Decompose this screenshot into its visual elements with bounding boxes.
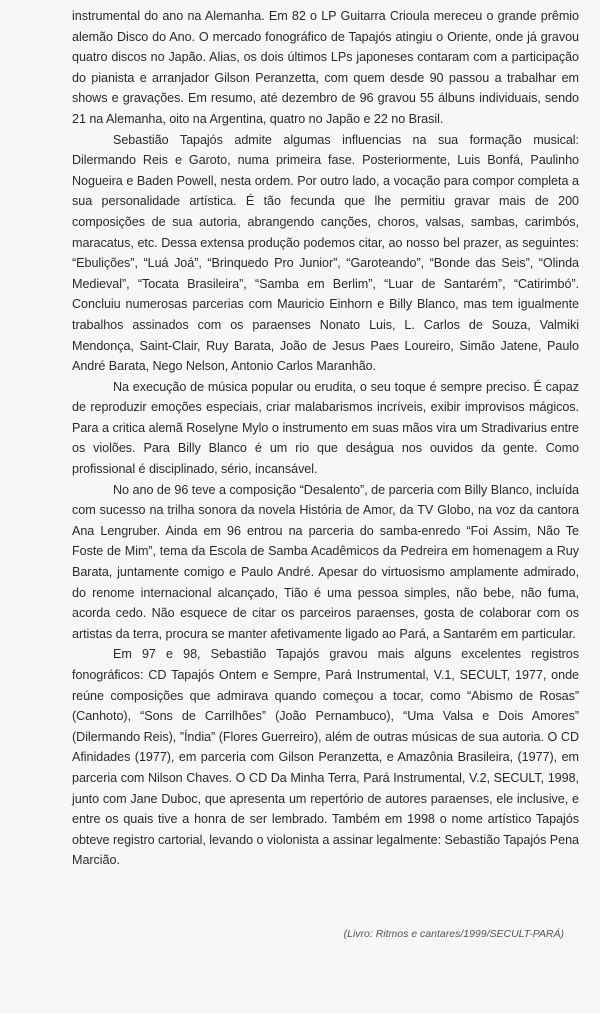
source-citation: (Livro: Ritmos e cantares/1999/SECULT-PARÁ) bbox=[343, 928, 564, 940]
paragraph-desalento: No ano de 96 teve a composição “Desalento”, de parceria com Billy Blanco, incluída com sucesso na trilha sonora da novela História de Amor, da TV Globo, na voz da cantora Ana Lengruber. Ainda em 96 entrou na parceria do samba-enredo “Foi Assim, Não Te Foste de Mim”, tema da Escola de Samba Acadêmicos da Pedreira em homenagem a Ruy Barata, juntamente comigo e Paulo André. Apesar do virtuosismo amplamente admirado, do renome internacional alcançado, Tião é uma pessoa simples, não bebe, não fuma, acorda cedo. Não esquece de citar os parceiros paraenses, gosta de colaborar com os artistas da terra, procura se manter afetivamente ligado ao Pará, a Santarém em particular. bbox=[72, 482, 579, 641]
document-body bbox=[72, 6, 579, 871]
paragraph-continuation: instrumental do ano na Alemanha. Em 82 o LP Guitarra Crioula mereceu o grande prêmio alemão Disco do Ano. O mercado fonográfico de Tapajós atingiu o Oriente, onde já gravou quatro discos no Japão. Alias, os dois últimos LPs japoneses contaram com a participação do pianista e arranjador Gilson Peranzetta, com quem desde 90 passou a trabalhar em shows e gravações. Em resumo, até dezembro de 96 gravou 55 álbuns individuais, sendo 21 na Alemanha, oito na Argentina, quatro no Japão e 22 no Brasil. bbox=[72, 9, 579, 126]
paragraph-influences: Sebastião Tapajós admite algumas influencias na sua formação musical: Dilermando Reis e Garoto, numa primeira fase. Posteriormente, Luis Bonfá, Paulinho Nogueira e Baden Powell, nesta ordem. Por outro lado, a vocação para compor completa a sua personalidade artística. É tão fecunda que lhe permitiu gravar mais de 200 composições de sua autoria, abrangendo canções, choros, valsas, sambas, carimbós, maracatus, etc. Dessa extensa produção podemos citar, ao nosso bel prazer, as seguintes: “Ebulições”, “Luá Joá”, “Brinquedo Pro Junior”, “Garoteando”, “Bonde das Seis”, “Olinda Medieval”, “Tocata Brasileira”, “Samba em Berlim”, “Luar de Santarém”, “Catirimbó”. Concluiu numerosas parcerias com Mauricio Einhorn e Billy Blanco, mas tem igualmente trabalhos assinados com os paraenses Nonato Luis, L. Carlos de Souza, Valmiki Mendonça, Saint-Clair, Ruy Barata, João de Jesus Paes Loureiro, Simão Jatene, Paulo André Barata, Nego Nelson, Antonio Carlos Maranhão. bbox=[72, 132, 579, 374]
paragraph-recordings: Em 97 e 98, Sebastião Tapajós gravou mais alguns excelentes registros fonográficos: CD Tapajós Ontem e Sempre, Pará Instrumental, V.1, SECULT, 1977, onde reúne composições que admirava quando começou a tocar, como “Abismo de Rosas” (Canhoto), “Sons de Carrilhões” (João Pernambuco), “Uma Valsa e Dois Amores” (Dilermando Reis), ”Índia” (Flores Guerreiro), além de outras músicas de sua autoria. O CD Afinidades (1977), em parceria com Gilson Peranzetta, e Amazônia Brasileira, (1977), em parceria com Nilson Chaves. O CD Da Minha Terra, Pará Instrumental, V.2, SECULT, 1998, junto com Jane Duboc, que apresenta um repertório de autores paraenses, ele inclusive, e entre os quais tive a honra de ser lembrado. Também em 1998 o nome artístico Tapajós obteve registro cartorial, levando o violonista a assinar legalmente: Sebastião Tapajós Pena Marcião. bbox=[72, 647, 579, 868]
paragraph-execution: Na execução de música popular ou erudita, o seu toque é sempre preciso. É capaz de reproduzir emoções especiais, criar malabarismos incríveis, exibir improvisos mágicos. Para a critica alemã Roselyne Mylo o instrumento em suas mãos vira um Stradivarius entre os violões. Para Billy Blanco é um rio que deságua nos ouvidos da gente. Como profissional é disciplinado, sério, incansável. bbox=[72, 379, 579, 477]
